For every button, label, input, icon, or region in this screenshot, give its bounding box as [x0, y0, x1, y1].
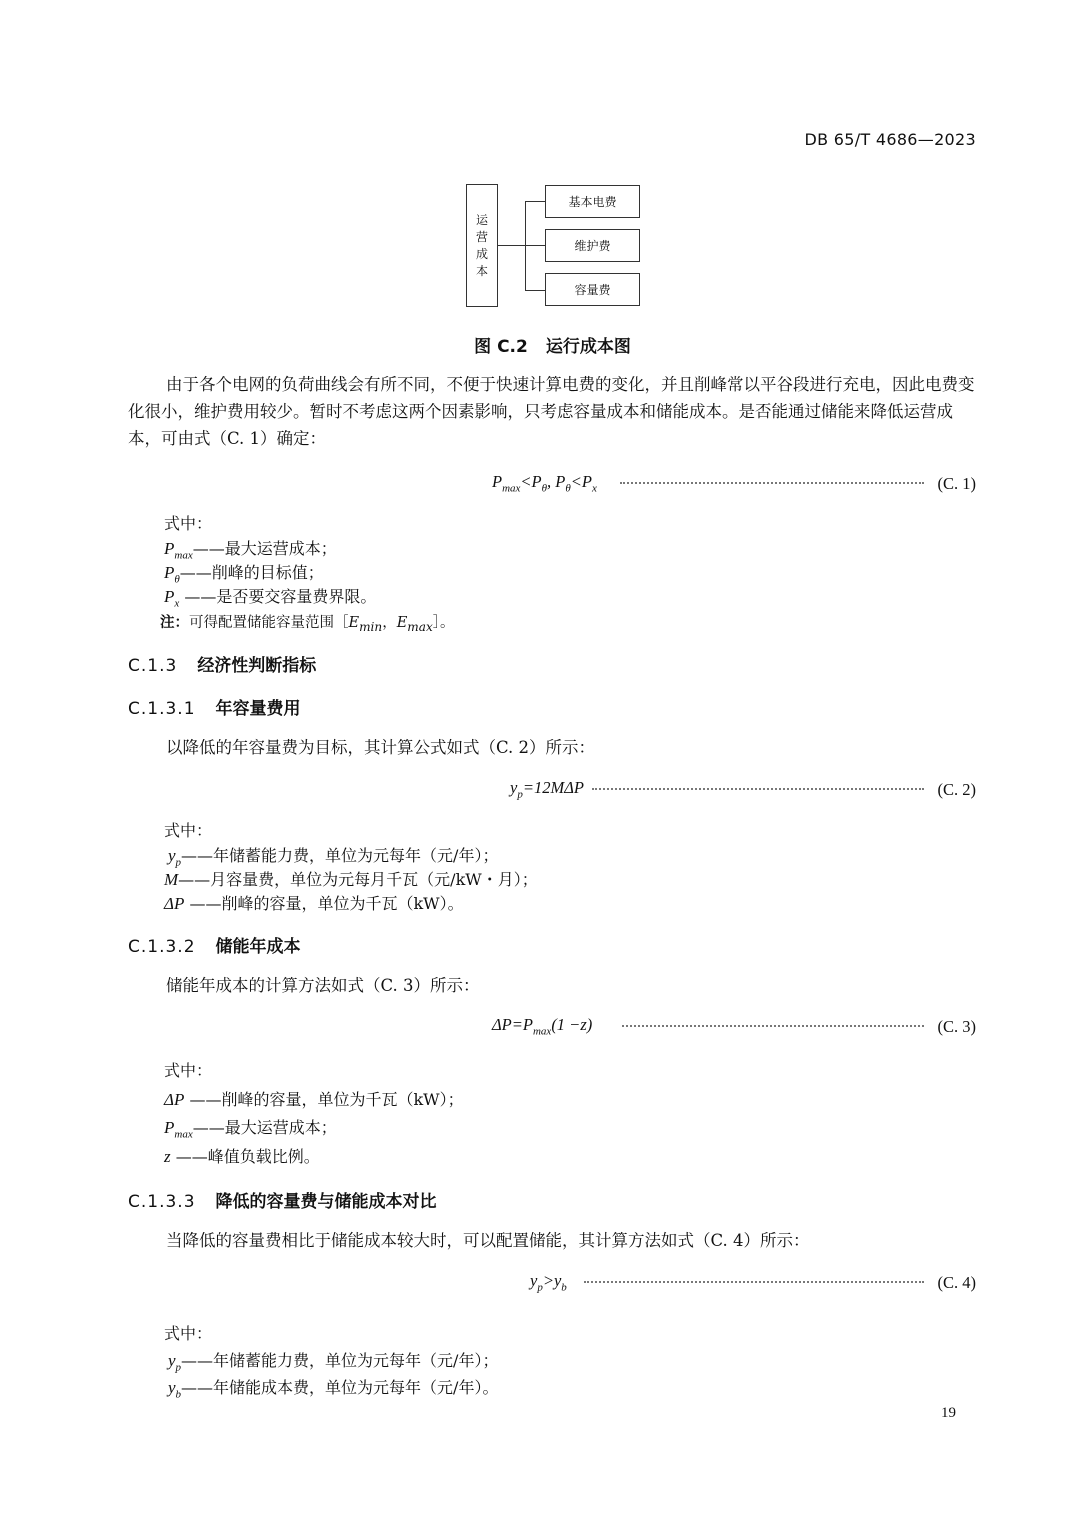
equation-c4	[128, 1271, 976, 1301]
definition-pmax: $P_{max}——$最大运营成本；	[164, 1118, 337, 1141]
leader-dots	[622, 1015, 924, 1027]
where-label: 式中：	[164, 1324, 213, 1343]
equation-c2-formula: $y_p=12M\Delta P$	[510, 778, 584, 801]
definition-ptheta: $P_\theta——$削峰的目标值；	[164, 563, 324, 586]
equation-c4-formula: $y_p>y_b$	[530, 1271, 567, 1294]
leader-dots	[592, 778, 924, 790]
definition-pmax: $P_{max}——$最大运营成本；	[164, 539, 337, 562]
section-heading-c132: C.1.3.2 储能年成本	[128, 937, 301, 957]
equation-c1-number: (C. 1)	[937, 474, 976, 493]
leader-dots	[584, 1271, 924, 1283]
operating-cost-box	[466, 184, 498, 307]
where-label: 式中：	[164, 821, 213, 840]
definition-m: M——月容量费，单位为元每月千瓦（元/kW・月）；	[164, 870, 538, 889]
equation-c3-formula: $\Delta P=P_{max}(1 -z)$	[492, 1015, 593, 1038]
equation-c3-number: (C. 3)	[937, 1017, 976, 1036]
operating-cost-char: 运	[475, 212, 488, 227]
definition-px: $P_x$ ——是否要交容量费界限。	[164, 587, 377, 610]
section-heading-c13: C.1.3 经济性判断指标	[128, 656, 317, 676]
section-c131-intro: 以降低的年容量费为目标，其计算公式如式（C. 2）所示：	[166, 738, 596, 757]
where-label: 式中：	[164, 514, 213, 533]
equation-c3	[128, 1015, 976, 1045]
equation-c1	[128, 472, 976, 502]
operating-cost-char: 营	[475, 229, 488, 244]
figure-title: 运行成本图	[545, 337, 631, 357]
section-heading-c133: C.1.3.3 降低的容量费与储能成本对比	[128, 1192, 437, 1212]
section-c133-intro: 当降低的容量费相比于储能成本较大时，可以配置储能，其计算方法如式（C. 4）所示：	[166, 1231, 810, 1250]
section-c132-intro: 储能年成本的计算方法如式（C. 3）所示：	[166, 976, 480, 995]
definition-yb: $y_b——$年储能成本费，单位为元每年（元/年）。	[168, 1378, 499, 1401]
where-label: 式中：	[164, 1061, 213, 1080]
leader-dots	[620, 472, 924, 484]
connector-line	[525, 290, 545, 291]
equation-c2-number: (C. 2)	[937, 780, 976, 799]
equation-c1-formula: $P_{max}<P_\theta$, $P_\theta<P_x$	[492, 472, 597, 495]
operating-cost-char: 成	[475, 246, 488, 261]
connector-line	[498, 245, 525, 246]
figure-number: 图 C.2	[474, 337, 528, 357]
definition-yp: $y_p——$年储蓄能力费，单位为元每年（元/年）；	[168, 1351, 499, 1374]
note: 注：可得配置储能容量范围$[E_{min}$，$E_{max}]$。	[160, 614, 455, 634]
figure-caption	[0, 332, 1080, 357]
capacity-fee-box: 容量费	[545, 273, 640, 306]
definition-delta-p: ΔP ——削峰的容量，单位为千瓦（kW）；	[164, 1090, 464, 1109]
page-number: 19	[941, 1405, 956, 1421]
connector-line	[525, 201, 545, 202]
equation-c4-number: (C. 4)	[937, 1273, 976, 1292]
operating-cost-char	[476, 212, 488, 280]
section-heading-c131: C.1.3.1 年容量费用	[128, 699, 301, 719]
document-code: DB 65/T 4686—2023	[804, 130, 976, 149]
connector-line	[525, 245, 545, 246]
basic-electricity-fee-box: 基本电费	[545, 185, 640, 218]
equation-c2	[128, 778, 976, 808]
maintenance-fee-box: 维护费	[545, 229, 640, 262]
definition-delta-p: ΔP ——削峰的容量，单位为千瓦（kW）。	[164, 894, 464, 913]
definition-yp: $y_p——$年储蓄能力费，单位为元每年（元/年）；	[168, 846, 499, 869]
definition-z: z ——峰值负载比例。	[164, 1147, 320, 1166]
intro-paragraph: 由于各个电网的负荷曲线会有所不同，不便于快速计算电费的变化，并且削峰常以平谷段进行充电，因此电费变化很小，维护费用较少。暂时不考虑这两个因素影响，只考虑容量成本和储能成本。是否能通过储能来降低运营成本，可由式（C. 1）确定：	[128, 375, 975, 448]
operating-cost-char: 本	[475, 263, 488, 278]
